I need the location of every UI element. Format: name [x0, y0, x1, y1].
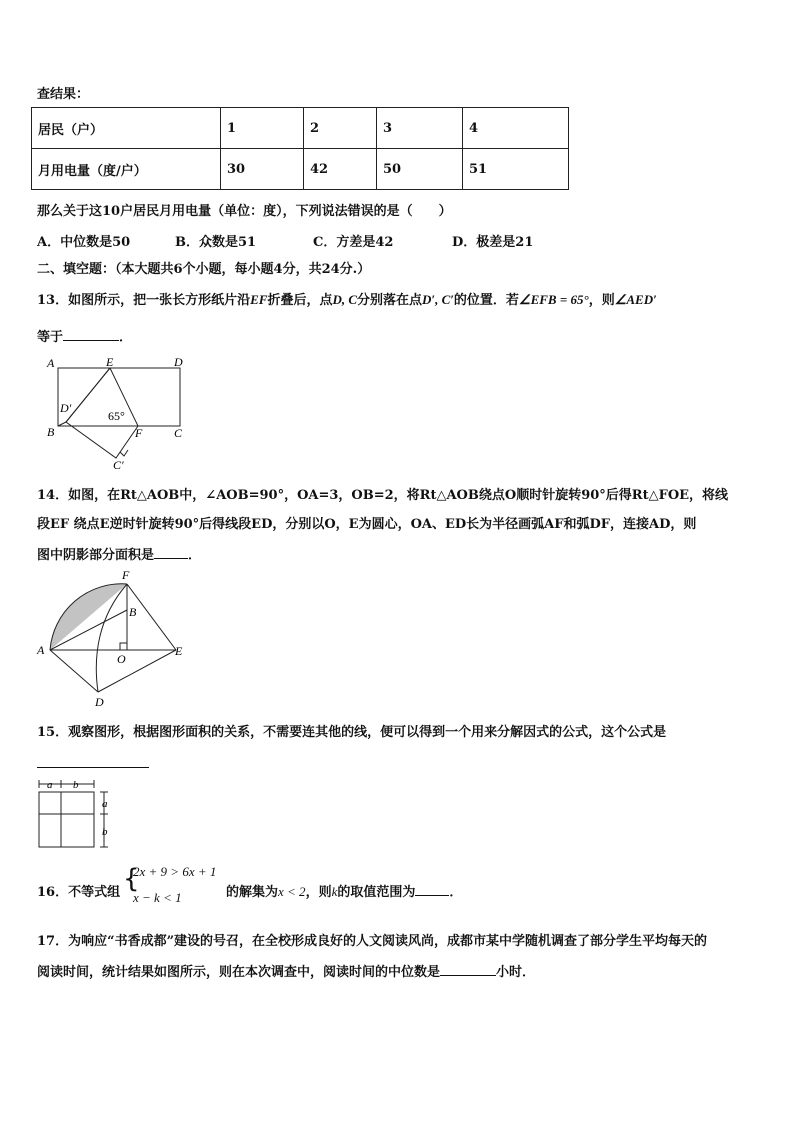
label-b: B [129, 605, 137, 619]
label-c: C [174, 426, 183, 440]
q13-text: 折叠后，点 [267, 293, 333, 308]
q16-text: 的取值范围为 [337, 885, 416, 900]
q13-dc: D, C [332, 292, 358, 307]
label-o: O [117, 652, 126, 666]
q12-option-c: C．方差是42 [313, 235, 394, 250]
q14-line1: 14．如图，在Rt△AOB中，∠AOB=90°，OA=3，OB=2，将Rt△AOB绕点O顺时针旋转90°后得Rt△FOE，将线 [37, 488, 729, 503]
q14-text: ． [188, 548, 202, 563]
q17-line1: 17．为响应“书香成都”建设的号召，在全校形成良好的人文阅读风尚，成都市某中学随机调查了部分学生平均每天的 [37, 934, 708, 949]
table-header-usage: 月用电量（度/户） [32, 149, 221, 190]
label-e: E [106, 355, 114, 369]
q14-line3 [37, 544, 201, 563]
label-a: A [47, 356, 55, 370]
q17-text: 阅读时间，统计结果如图所示，则在本次调查中，阅读时间的中位数是 [37, 965, 441, 980]
intro-text: 查结果： [37, 87, 90, 102]
table-cell: 51 [463, 149, 569, 190]
q13-text: 13．如图所示，把一张长方形纸片沿 [37, 293, 251, 308]
label-angle: 65° [108, 409, 125, 423]
table-cell: 50 [377, 149, 463, 190]
q15-line1: 15．观察图形，根据图形面积的关系，不需要连其他的线，便可以得到一个用来分解因式的公式，这个公式是 [37, 725, 667, 740]
label-d: D [95, 695, 104, 709]
table-row [32, 108, 569, 149]
table-cell: 2 [304, 108, 377, 149]
table-cell: 1 [221, 108, 304, 149]
label-a-side: a [102, 798, 108, 810]
q15-area-figure [36, 778, 116, 850]
q13-answer-blank[interactable] [63, 339, 119, 341]
label-a-top: a [47, 779, 53, 791]
q15-answer-blank[interactable] [37, 767, 149, 768]
q16-rest [226, 881, 462, 900]
q13-text: 分别落在点 [357, 293, 423, 308]
electricity-table [31, 107, 569, 190]
section-heading: 二、填空题：（本大题共6个小题，每小题4分，共24分.） [37, 262, 371, 277]
q13-folding-figure [38, 352, 198, 472]
q13-ef: EF [250, 292, 268, 307]
q14-answer-blank[interactable] [154, 557, 188, 559]
label-d-prime: D′ [60, 401, 72, 415]
q12-option-a: A．中位数是50 [37, 235, 131, 250]
label-d: D [174, 355, 183, 369]
label-b-top: b [73, 779, 79, 791]
q13-line1 [37, 289, 657, 308]
q17-text: 小时． [496, 965, 536, 980]
q12-option-d: D．极差是21 [452, 235, 534, 250]
q17-answer-blank[interactable] [440, 974, 496, 976]
q14-rotation-figure [34, 566, 190, 712]
label-a: A [37, 643, 45, 657]
table-cell: 4 [463, 108, 569, 149]
q14-line2: 段EF 绕点E逆时针旋转90°后得线段ED，分别以O，E为圆心，OA、ED长为半径画弧AF和弧DF，连接AD，则 [37, 517, 697, 532]
q12-option-b: B．众数是51 [175, 235, 257, 250]
q13-dc-prime: D′, C′ [422, 292, 454, 307]
q13-ask: ∠AED′ [614, 292, 657, 307]
label-b: B [47, 425, 55, 439]
q13-text: 的位置．若 [453, 293, 519, 308]
q17-line2 [37, 961, 535, 980]
q16-inequality-2: x − k < 1 [133, 890, 182, 905]
table-header-residents: 居民（户） [32, 108, 221, 149]
label-c-prime: C′ [113, 458, 124, 472]
q16-text: ． [449, 885, 463, 900]
q14-text: 图中阴影部分面积是 [37, 548, 155, 563]
table-cell: 42 [304, 149, 377, 190]
q12-stem: 那么关于这10户居民月用电量（单位：度），下列说法错误的是（ ） [37, 204, 452, 219]
table-cell: 3 [377, 108, 463, 149]
q16-text: 的解集为 [226, 885, 279, 900]
q13-text: 等于 [37, 330, 64, 345]
q13-condition: ∠EFB = 65° [518, 292, 589, 307]
q13-line2 [37, 326, 132, 345]
table-cell: 30 [221, 149, 304, 190]
q16-solution: x < 2 [278, 884, 306, 899]
label-f: F [122, 568, 130, 582]
q16-answer-blank[interactable] [415, 894, 449, 896]
label-b-side: b [102, 826, 108, 838]
q13-text: ，则 [588, 293, 615, 308]
q16-brace: { [123, 864, 140, 894]
label-f: F [135, 426, 143, 440]
q13-text: ． [119, 330, 133, 345]
table-row [32, 149, 569, 190]
q16-k: k [331, 884, 338, 899]
q16-prefix: 16．不等式组 [37, 885, 121, 900]
label-e: E [175, 644, 183, 658]
q16-text: ，则 [305, 885, 332, 900]
q16-inequality-1: 2x + 9 > 6x + 1 [133, 864, 217, 879]
